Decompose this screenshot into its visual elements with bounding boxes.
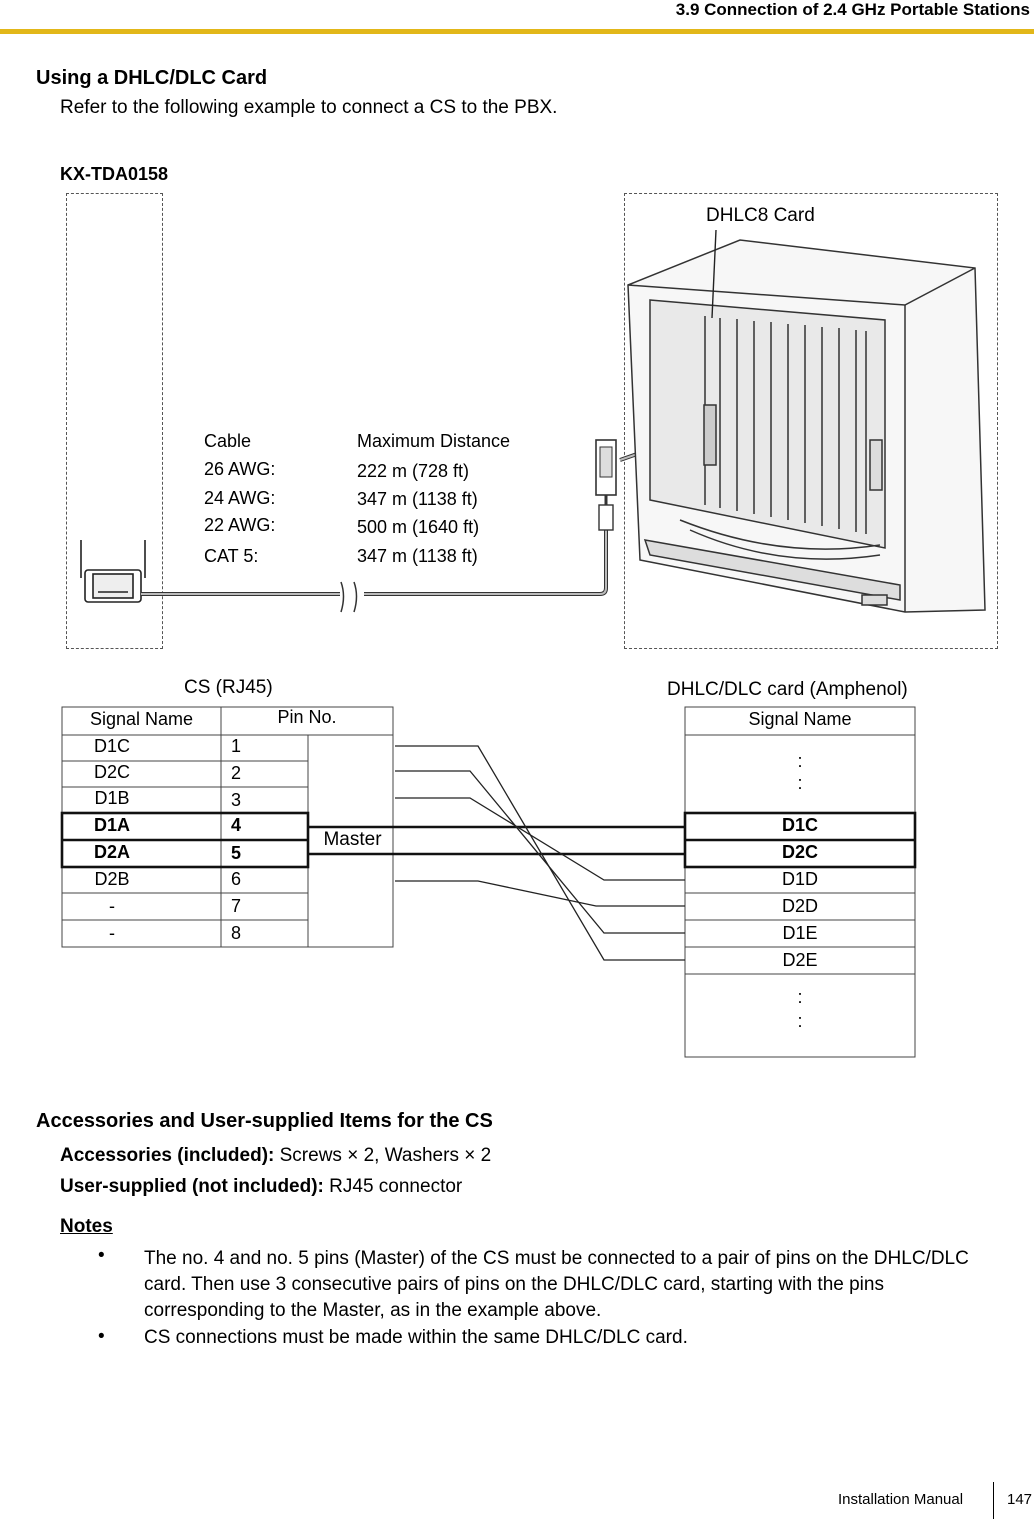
- card-signal: D2D: [781, 896, 818, 916]
- cs-pin: 8: [230, 923, 241, 943]
- cs-signal-master: D2A: [93, 842, 130, 862]
- section-intro: Refer to the following example to connect a CS to the PBX.: [60, 97, 558, 118]
- cable-distance: 347 m (1138 ft): [357, 489, 478, 509]
- user-label: User-supplied (not included):: [60, 1176, 324, 1197]
- dhlc8-card-label: DHLC8 Card: [706, 205, 815, 226]
- cable-type: CAT 5:: [204, 546, 259, 566]
- card-table-title: DHLC/DLC card (Amphenol): [667, 679, 908, 700]
- card-signal: D2E: [782, 950, 818, 970]
- pbx-cabinet-icon: [628, 240, 985, 612]
- accessories-user-supplied: [60, 1176, 462, 1198]
- user-value: RJ45 connector: [323, 1176, 463, 1197]
- ellipsis-bottom: :: [797, 1011, 803, 1031]
- included-value: Screws × 2, Washers × 2: [274, 1145, 492, 1166]
- card-col-signal-head: Signal Name: [748, 709, 852, 729]
- cs-pin: 7: [230, 896, 241, 916]
- cs-table-title: CS (RJ45): [184, 677, 273, 698]
- notes-title: Notes: [60, 1216, 113, 1237]
- cs-signal: -: [109, 923, 115, 943]
- card-signal-master: D2C: [781, 842, 818, 862]
- cs-col-signal-head: Signal Name: [89, 709, 194, 729]
- cs-pin-master: 4: [230, 815, 241, 835]
- cell-station-icon: [81, 540, 145, 602]
- note-item: The no. 4 and no. 5 pins (Master) of the CS must be connected to a pair of pins on the DHLC/DLC card. Then use 3 consecutive pairs of pins on the DHLC/DLC card, starting with the pins corresponding to the Master, as in the example above.: [144, 1248, 969, 1321]
- ellipsis-top: :: [797, 773, 803, 793]
- included-label: Accessories (included):: [60, 1145, 275, 1166]
- accessories-title: Accessories and User-supplied Items for the CS: [36, 1110, 493, 1132]
- bullet-icon: •: [98, 1245, 105, 1266]
- cable-type: 26 AWG:: [204, 459, 276, 479]
- cs-pin: 6: [230, 869, 241, 889]
- cable-distance: 500 m (1640 ft): [357, 517, 480, 537]
- cs-pin: 2: [230, 763, 241, 783]
- cable-type: 22 AWG:: [204, 515, 276, 535]
- cs-signal-master: D1A: [93, 815, 130, 835]
- cable-type: 24 AWG:: [204, 488, 276, 508]
- note-item: CS connections must be made within the same DHLC/DLC card.: [144, 1327, 688, 1348]
- card-signal: D1D: [781, 869, 818, 889]
- cable-distance: 347 m (1138 ft): [357, 546, 478, 566]
- footer-manual: Installation Manual: [838, 1491, 964, 1508]
- ellipsis-top: :: [797, 751, 803, 771]
- page-number: 147: [1007, 1491, 1033, 1508]
- cs-pin: 1: [230, 736, 241, 756]
- cs-signal: -: [109, 896, 115, 916]
- connection-illustration: [0, 0, 1034, 660]
- running-header: 3.9 Connection of 2.4 GHz Portable Stations: [675, 0, 1030, 19]
- cs-pin: 3: [230, 790, 241, 810]
- cs-pin-master: 5: [230, 843, 241, 863]
- cs-signal: D2B: [94, 869, 130, 889]
- cs-signal: D1B: [94, 788, 130, 808]
- cs-signal: D1C: [93, 736, 130, 756]
- cs-signal: D2C: [93, 762, 130, 782]
- model-label: KX-TDA0158: [60, 164, 169, 184]
- bullet-icon: •: [98, 1326, 105, 1347]
- master-label: Master: [323, 829, 382, 850]
- footer-divider: [993, 1482, 994, 1519]
- cable-head: Cable: [204, 431, 252, 451]
- accessories-included: [60, 1145, 491, 1167]
- card-signal-master: D1C: [781, 815, 818, 835]
- cable-distance: 222 m (728 ft): [357, 461, 470, 481]
- ellipsis-bottom: :: [797, 987, 803, 1007]
- card-signal: D1E: [782, 923, 818, 943]
- distance-head: Maximum Distance: [357, 431, 511, 451]
- cable-icon: [141, 432, 700, 612]
- cs-col-pin-head: Pin No.: [277, 707, 337, 727]
- section-title: Using a DHLC/DLC Card: [36, 67, 268, 89]
